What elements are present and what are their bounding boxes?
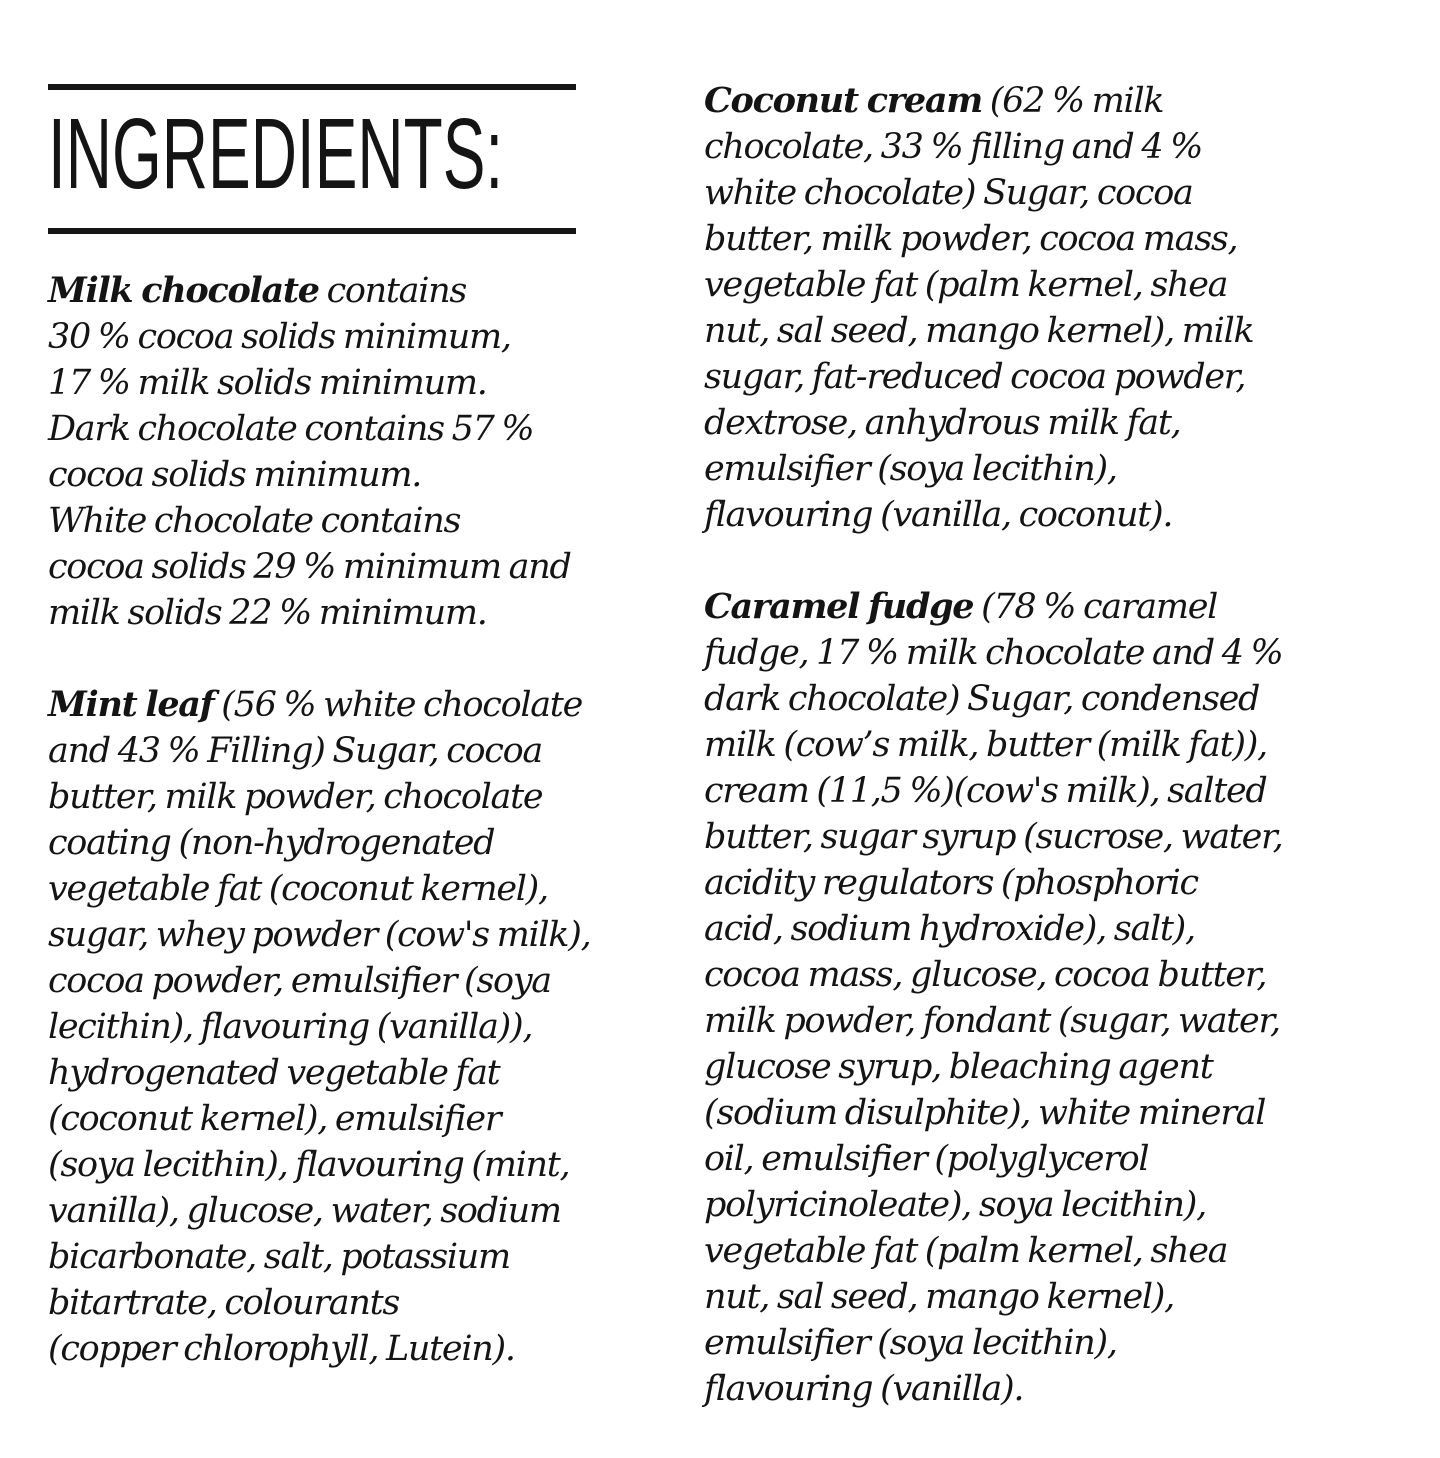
section-text-line: cocoa solids minimum. (48, 455, 422, 495)
section-text-line: (copper chlorophyll, Lutein). (48, 1329, 515, 1369)
section-text-line: hydrogenated vegetable fat (48, 1053, 500, 1093)
section-text-line: glucose syrup, bleaching agent (704, 1047, 1213, 1087)
section-text-line: flavouring (vanilla). (704, 1369, 1024, 1409)
section-text-line: milk solids 22 % minimum. (48, 593, 487, 633)
section-text-line: butter, sugar syrup (sucrose, water, (704, 817, 1283, 857)
section-text-line: emulsifier (soya lecithin), (704, 449, 1117, 489)
section-first-line (48, 268, 688, 314)
section-text-line: emulsifier (soya lecithin), (704, 1323, 1117, 1363)
section-coconut-cream (704, 78, 1404, 538)
section-text-line: 30 % cocoa solids minimum, (48, 317, 511, 357)
section-first-line (704, 584, 1404, 630)
section-text-line: bitartrate, colourants (48, 1283, 399, 1323)
section-text-line: 17 % milk solids minimum. (48, 363, 487, 403)
section-text-line: fudge, 17 % milk chocolate and 4 % (704, 633, 1283, 673)
section-text-line: butter, milk powder, chocolate (48, 777, 543, 817)
section-text-line: (78 % caramel (973, 587, 1218, 627)
section-text-line: milk powder, fondant (sugar, water, (704, 1001, 1280, 1041)
section-text-line: acidity regulators (phosphoric (704, 863, 1198, 903)
left-column (48, 268, 688, 1418)
section-text-line: (56 % white chocolate (213, 685, 582, 725)
section-text-line: acid, sodium hydroxide), salt), (704, 909, 1195, 949)
section-text-line: chocolate, 33 % filling and 4 % (704, 127, 1203, 167)
ingredients-heading: INGREDIENTS: (48, 98, 504, 210)
section-text-line: sugar, fat-reduced cocoa powder, (704, 357, 1246, 397)
section-text-line: coating (non-hydrogenated (48, 823, 495, 863)
section-text-line: (soya lecithin), flavouring (mint, (48, 1145, 570, 1185)
section-title: Mint leaf (48, 684, 214, 725)
section-first-line (704, 78, 1404, 124)
section-title: Coconut cream (704, 80, 982, 121)
section-text-line: (coconut kernel), emulsifier (48, 1099, 501, 1139)
section-first-line (48, 682, 688, 728)
section-text-line: cocoa powder, emulsifier (soya (48, 961, 551, 1001)
section-text-line: White chocolate contains (48, 501, 461, 541)
section-text-line: lecithin), flavouring (vanilla)), (48, 1007, 533, 1047)
section-text-line: flavouring (vanilla, coconut). (704, 495, 1173, 535)
right-column (704, 78, 1404, 1458)
section-text-line: cocoa solids 29 % minimum and (48, 547, 571, 587)
section-text-line: bicarbonate, salt, potassium (48, 1237, 510, 1277)
section-text-line: vanilla), glucose, water, sodium (48, 1191, 561, 1231)
section-caramel-fudge (704, 584, 1404, 1412)
ingredients-heading-block (48, 84, 576, 234)
section-text-line: cream (11,5 %)(cow's milk), salted (704, 771, 1267, 811)
section-title: Caramel fudge (704, 586, 974, 627)
section-text-line: milk (cow’s milk, butter (milk fat)), (704, 725, 1267, 765)
section-text-line: white chocolate) Sugar, cocoa (704, 173, 1193, 213)
section-text-line: dextrose, anhydrous milk fat, (704, 403, 1181, 443)
section-text-line: polyricinoleate), soya lecithin), (704, 1185, 1206, 1225)
section-text-line: Dark chocolate contains 57 % (48, 409, 534, 449)
section-text-line: (62 % milk (981, 81, 1164, 121)
section-milk-chocolate (48, 268, 688, 636)
section-text-line: oil, emulsifier (polyglycerol (704, 1139, 1149, 1179)
section-text-line: (sodium disulphite), white mineral (704, 1093, 1266, 1133)
section-mint-leaf (48, 682, 688, 1372)
heading-bottom-rule (48, 228, 576, 234)
section-text-line: nut, sal seed, mango kernel), (704, 1277, 1174, 1317)
section-text-line: vegetable fat (palm kernel, shea (704, 1231, 1228, 1271)
section-text-line: vegetable fat (coconut kernel), (48, 869, 548, 909)
section-text-line: nut, sal seed, mango kernel), milk (704, 311, 1254, 351)
section-text-line: sugar, whey powder (cow's milk), (48, 915, 591, 955)
section-title: Milk chocolate (48, 270, 319, 311)
section-text-line: cocoa mass, glucose, cocoa butter, (704, 955, 1267, 995)
section-text-line: dark chocolate) Sugar, condensed (704, 679, 1260, 719)
section-text-line: butter, milk powder, cocoa mass, (704, 219, 1238, 259)
section-text-line: and 43 % Filling) Sugar, cocoa (48, 731, 542, 771)
section-text-line: vegetable fat (palm kernel, shea (704, 265, 1228, 305)
section-text-line: contains (318, 271, 467, 311)
